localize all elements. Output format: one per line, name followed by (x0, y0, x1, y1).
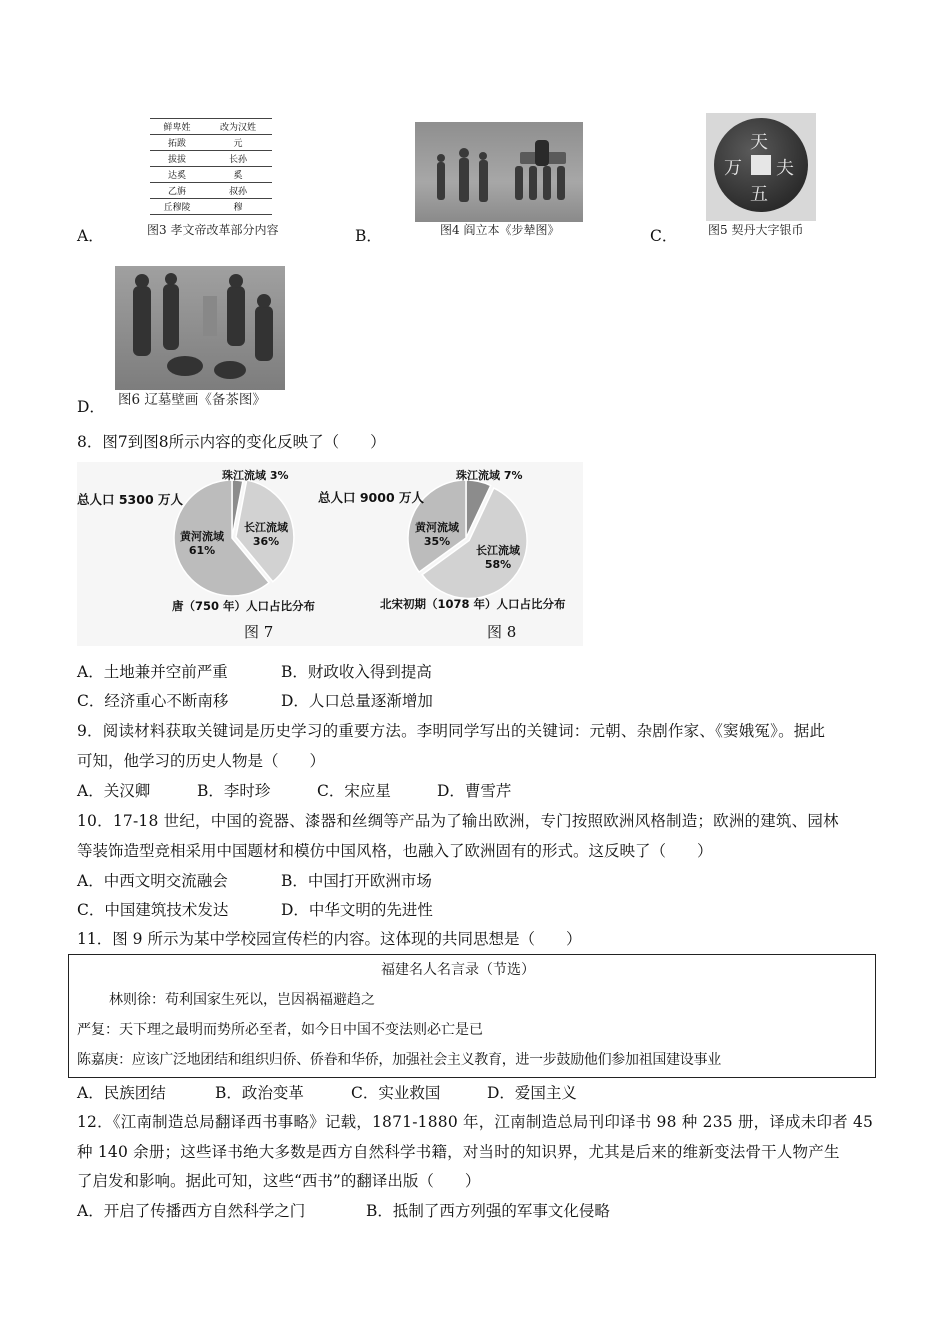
slice-name: 长江流域 (476, 544, 520, 557)
table-cell: 长孙 (204, 151, 272, 167)
quote-chen-jiageng: 陈嘉庚：应该广泛地团结和组织归侨、侨眷和华侨，加强社会主义教育，进一步鼓励他们参加祖国建设事业 (77, 1052, 721, 1068)
slice-pct: 61% (188, 544, 216, 557)
option-a-figure (150, 118, 280, 223)
option-c-letter[interactable]: C． (650, 227, 678, 245)
table-cell: 乙旃 (150, 183, 204, 199)
slice-pct: 36% (252, 535, 280, 548)
table-cell: 元 (204, 135, 272, 151)
table-row (150, 199, 272, 215)
q9-option-d[interactable]: D．曹雪芹 (437, 782, 512, 800)
q9-option-c[interactable]: C．宋应星 (317, 782, 391, 800)
coin-char-left: 万 (724, 158, 742, 179)
slice-name: 珠江流域 (222, 469, 266, 482)
table-cell: 穆 (204, 199, 272, 215)
painting-image (415, 122, 583, 222)
slice-pct: 7% (503, 469, 523, 482)
table-header-cell: 改为汉姓 (204, 119, 272, 135)
fig7-changjiang-label (244, 521, 288, 549)
q12-stem-line3: 了启发和影响。据此可知，这些“西书”的翻译出版（ ） (77, 1172, 481, 1190)
coin-char-top: 天 (750, 132, 768, 153)
table-row (150, 167, 272, 183)
fig7-huanghe-label (180, 530, 224, 558)
slice-name: 长江流域 (244, 521, 288, 534)
q12-option-a[interactable]: A．开启了传播西方自然科学之门 (77, 1202, 306, 1220)
q8-stem: 8．图7到图8所示内容的变化反映了（ ） (77, 433, 386, 451)
q8-option-c[interactable]: C．经济重心不断南移 (77, 692, 229, 710)
q10-option-a[interactable]: A．中西文明交流融会 (77, 872, 228, 890)
table-cell: 拔拔 (150, 151, 204, 167)
mural-figures (115, 266, 285, 390)
q11-stem: 11．图 9 所示为某中学校园宣传栏的内容。这体现的共同思想是（ ） (77, 930, 582, 948)
fig8-huanghe-label (415, 521, 459, 549)
fig8-changjiang-label (476, 544, 520, 572)
fig8-zhujiang-label (456, 467, 523, 483)
fig7-subtitle: 唐（750 年）人口占比分布 (172, 599, 316, 613)
option-d-letter[interactable]: D． (77, 398, 105, 416)
table-row (150, 151, 272, 167)
q9-stem-line2: 可知，他学习的历史人物是（ ） (77, 752, 326, 770)
slice-pct: 3% (269, 469, 289, 482)
table-cell: 达奚 (150, 167, 204, 183)
figure-3-caption: 图3 孝文帝改革部分内容 (147, 223, 279, 237)
slice-pct: 58% (484, 558, 512, 571)
quotes-box (68, 954, 876, 1078)
fig8-total-label: 总人口 9000 万人 (318, 490, 424, 505)
table-cell: 奚 (204, 167, 272, 183)
q11-option-b[interactable]: B．政治变革 (215, 1084, 304, 1102)
figure-4-caption: 图4 阎立本《步辇图》 (440, 223, 560, 237)
coin-char-right: 夫 (776, 158, 794, 179)
q12-option-b[interactable]: B．抵制了西方列强的军事文化侵略 (366, 1202, 610, 1220)
fig7-total-label: 总人口 5300 万人 (77, 492, 183, 507)
fig8-subtitle: 北宋初期（1078 年）人口占比分布 (380, 597, 566, 611)
q11-option-c[interactable]: C．实业救国 (351, 1084, 441, 1102)
fig8-label: 图 8 (487, 623, 517, 641)
q9-stem-line1: 9．阅读材料获取关键词是历史学习的重要方法。李明同学写出的关键词：元朝、杂剧作家、《窦娥冤》。据此 (77, 722, 826, 740)
q8-option-d[interactable]: D．人口总量逐渐增加 (281, 692, 433, 710)
table-cell: 拓跋 (150, 135, 204, 151)
figure-5-caption: 图5 契丹大字银币 (708, 223, 804, 237)
figure-6-caption: 图6 辽墓壁画《备茶图》 (118, 392, 266, 408)
q9-option-a[interactable]: A．关汉卿 (77, 782, 151, 800)
q10-option-c[interactable]: C．中国建筑技术发达 (77, 901, 229, 919)
q11-option-a[interactable]: A．民族团结 (77, 1084, 166, 1102)
option-a-letter[interactable]: A． (77, 227, 104, 245)
table-row (150, 183, 272, 199)
coin-square-hole (751, 155, 771, 175)
coin-body (714, 118, 808, 212)
q10-stem-line2: 等装饰造型竞相采用中国题材和模仿中国风格，也融入了欧洲固有的形式。这反映了（ ） (77, 842, 713, 860)
option-b-letter[interactable]: B． (355, 227, 382, 245)
table-cell: 叔孙 (204, 183, 272, 199)
quotes-box-title: 福建名人名言录（节选） (381, 962, 535, 978)
table-cell: 丘穆陵 (150, 199, 204, 215)
table-row (150, 135, 272, 151)
slice-name: 黄河流域 (415, 521, 459, 534)
coin-char-bottom: 五 (750, 184, 768, 205)
q8-option-a[interactable]: A．土地兼并空前严重 (77, 663, 228, 681)
fig7-label: 图 7 (244, 623, 274, 641)
q11-option-d[interactable]: D．爱国主义 (487, 1084, 577, 1102)
table-header-cell: 鲜卑姓 (150, 119, 204, 135)
q10-option-b[interactable]: B．中国打开欧洲市场 (281, 872, 432, 890)
painting-figures (415, 122, 583, 222)
table-header-row (150, 119, 272, 135)
q9-option-b[interactable]: B．李时珍 (197, 782, 271, 800)
slice-name: 黄河流域 (180, 530, 224, 543)
q8-option-b[interactable]: B．财政收入得到提高 (281, 663, 432, 681)
slice-name: 珠江流域 (456, 469, 500, 482)
q12-stem-line1: 12．《江南制造总局翻译西书事略》记载，1871-1880 年，江南制造总局刊印译书 98 种 235 册，译成未印者 45 (77, 1113, 874, 1131)
fig7-zhujiang-label (222, 467, 289, 483)
q10-option-d[interactable]: D．中华文明的先进性 (281, 901, 433, 919)
quote-lin-zexu: 林则徐：苟利国家生死以，岂因祸福避趋之 (109, 992, 375, 1008)
slice-pct: 35% (423, 535, 451, 548)
surname-table (150, 118, 272, 215)
mural-image (115, 266, 285, 390)
quote-yan-fu: 严复：天下理之最明而势所必至者，如今日中国不变法则必亡是已 (77, 1022, 483, 1038)
coin-image (706, 113, 816, 221)
q12-stem-line2: 种 140 余册；这些译书绝大多数是西方自然科学书籍，对当时的知识界，尤其是后来的维新变法骨干人物产生 (77, 1143, 840, 1161)
q10-stem-line1: 10．17-18 世纪，中国的瓷器、漆器和丝绸等产品为了输出欧洲，专门按照欧洲风格制造；欧洲的建筑、园林 (77, 812, 839, 830)
